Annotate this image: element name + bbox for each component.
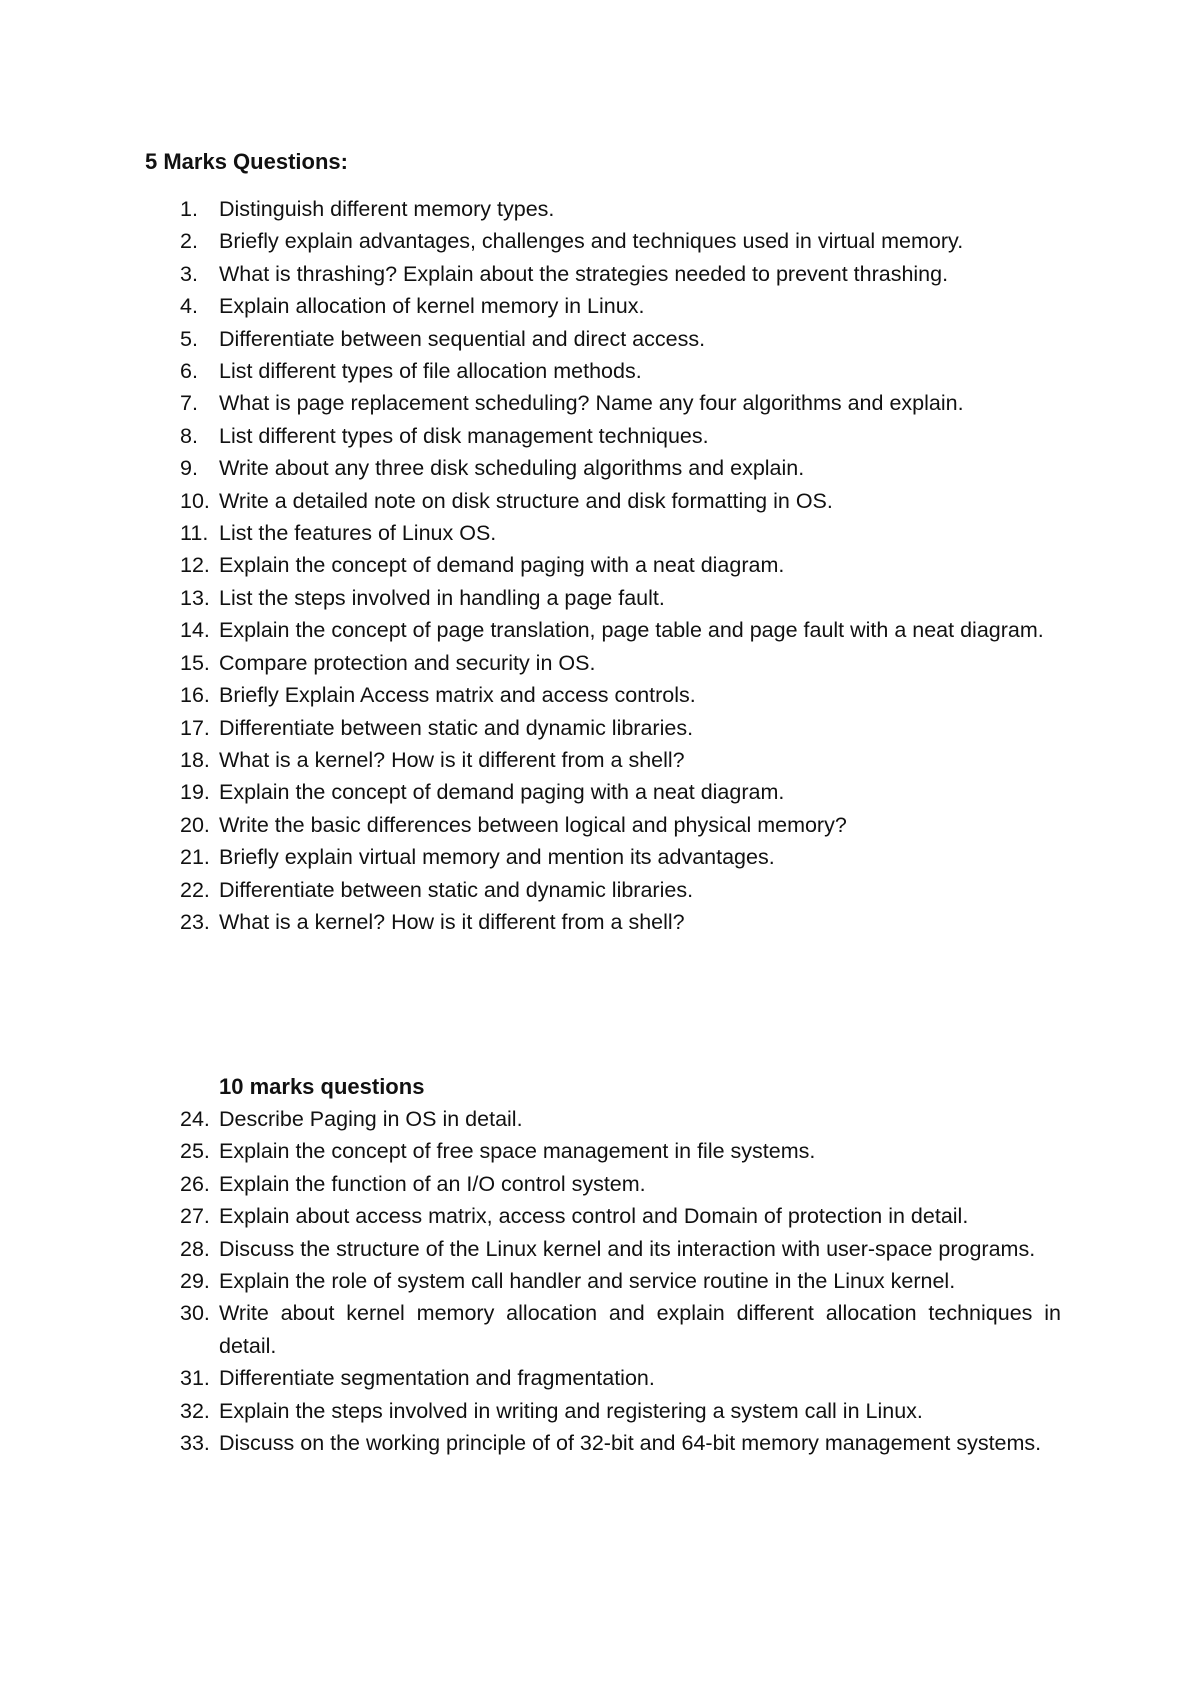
question-number: 29. bbox=[180, 1269, 210, 1294]
question-item bbox=[180, 776, 1061, 808]
question-number: 5. bbox=[180, 326, 198, 351]
question-number: 30. bbox=[180, 1301, 210, 1326]
question-item bbox=[180, 452, 1061, 484]
question-number: 15. bbox=[180, 650, 210, 675]
question-text: Explain the concept of demand paging with a neat diagram. bbox=[219, 553, 785, 578]
question-text: Briefly Explain Access matrix and access controls. bbox=[219, 683, 696, 708]
question-number: 8. bbox=[180, 423, 198, 448]
question-list-5-marks bbox=[180, 193, 1061, 938]
question-item bbox=[180, 1297, 1061, 1362]
question-text: Explain allocation of kernel memory in Linux. bbox=[219, 294, 645, 319]
question-list-10-marks bbox=[180, 1103, 1061, 1459]
question-number: 16. bbox=[180, 683, 210, 708]
section-title-10-marks: 10 marks questions bbox=[219, 1074, 425, 1099]
question-item bbox=[180, 1362, 1061, 1394]
question-number: 1. bbox=[180, 197, 198, 221]
question-item bbox=[180, 809, 1061, 841]
question-text: Explain the concept of demand paging with a neat diagram. bbox=[219, 780, 785, 805]
question-item bbox=[180, 517, 1061, 549]
question-number: 18. bbox=[180, 747, 210, 772]
question-text: Write about kernel memory allocation and explain different allocation techniques in detail. bbox=[219, 1301, 1061, 1358]
question-text: Briefly explain virtual memory and mention its advantages. bbox=[219, 845, 775, 870]
question-text: Differentiate segmentation and fragmentation. bbox=[219, 1366, 655, 1391]
question-text: What is a kernel? How is it different from a shell? bbox=[219, 747, 685, 772]
question-number: 3. bbox=[180, 261, 198, 286]
question-number: 9. bbox=[180, 456, 198, 481]
question-text: Explain the function of an I/O control system. bbox=[219, 1171, 646, 1196]
question-number: 33. bbox=[180, 1431, 210, 1456]
question-number: 26. bbox=[180, 1171, 210, 1196]
question-number: 11. bbox=[180, 521, 209, 546]
question-text: Write about any three disk scheduling algorithms and explain. bbox=[219, 456, 805, 481]
question-number: 6. bbox=[180, 359, 198, 384]
question-item bbox=[180, 258, 1061, 290]
question-text: List different types of file allocation methods. bbox=[219, 359, 642, 384]
question-text: Explain the steps involved in writing and registering a system call in Linux. bbox=[219, 1398, 923, 1423]
question-text: Differentiate between sequential and direct access. bbox=[219, 326, 706, 351]
question-number: 7. bbox=[180, 391, 198, 416]
question-text: Briefly explain advantages, challenges and techniques used in virtual memory. bbox=[219, 229, 964, 254]
question-item bbox=[180, 1103, 1061, 1135]
question-item bbox=[180, 1395, 1061, 1427]
question-item bbox=[180, 841, 1061, 873]
question-item bbox=[180, 647, 1061, 679]
question-text: Describe Paging in OS in detail. bbox=[219, 1107, 523, 1131]
question-item bbox=[180, 1168, 1061, 1200]
question-text: Explain about access matrix, access control and Domain of protection in detail. bbox=[219, 1204, 969, 1229]
question-number: 22. bbox=[180, 877, 210, 902]
question-number: 10. bbox=[180, 488, 210, 513]
question-number: 24. bbox=[180, 1107, 210, 1131]
question-number: 13. bbox=[180, 585, 210, 610]
question-number: 14. bbox=[180, 618, 210, 643]
question-text: Explain the concept of free space management in file systems. bbox=[219, 1139, 816, 1164]
question-number: 31. bbox=[180, 1366, 210, 1391]
question-number: 4. bbox=[180, 294, 198, 319]
question-item bbox=[180, 193, 1061, 225]
question-text: Discuss the structure of the Linux kernel and its interaction with user-space programs. bbox=[219, 1236, 1036, 1261]
question-item bbox=[180, 485, 1061, 517]
question-text: Compare protection and security in OS. bbox=[219, 650, 596, 675]
question-item bbox=[180, 906, 1061, 938]
question-number: 12. bbox=[180, 553, 210, 578]
question-number: 27. bbox=[180, 1204, 210, 1229]
question-number: 28. bbox=[180, 1236, 210, 1261]
question-item bbox=[180, 744, 1061, 776]
question-item bbox=[180, 1200, 1061, 1232]
question-text: Differentiate between static and dynamic libraries. bbox=[219, 877, 694, 902]
question-text: Distinguish different memory types. bbox=[219, 197, 555, 221]
question-item bbox=[180, 1265, 1061, 1297]
question-number: 25. bbox=[180, 1139, 210, 1164]
question-item bbox=[180, 387, 1061, 419]
question-number: 23. bbox=[180, 909, 210, 934]
question-text: List the features of Linux OS. bbox=[219, 521, 497, 546]
question-number: 32. bbox=[180, 1398, 210, 1423]
question-number: 17. bbox=[180, 715, 210, 740]
question-text: Differentiate between static and dynamic libraries. bbox=[219, 715, 694, 740]
question-text: Explain the role of system call handler and service routine in the Linux kernel. bbox=[219, 1269, 956, 1294]
question-item bbox=[180, 1233, 1061, 1265]
question-item bbox=[180, 420, 1061, 452]
question-item bbox=[180, 290, 1061, 322]
question-item bbox=[180, 582, 1061, 614]
question-text: List different types of disk management techniques. bbox=[219, 423, 709, 448]
question-number: 2. bbox=[180, 229, 198, 254]
question-text: Write the basic differences between logical and physical memory? bbox=[219, 812, 847, 837]
question-item bbox=[180, 549, 1061, 581]
question-text: Discuss on the working principle of of 32-bit and 64-bit memory management systems. bbox=[219, 1431, 1042, 1456]
question-text: What is page replacement scheduling? Name any four algorithms and explain. bbox=[219, 391, 964, 416]
question-number: 21. bbox=[180, 845, 210, 870]
question-text: What is thrashing? Explain about the strategies needed to prevent thrashing. bbox=[219, 261, 949, 286]
question-text: Explain the concept of page translation, page table and page fault with a neat diagram. bbox=[219, 618, 1044, 643]
question-item bbox=[180, 323, 1061, 355]
section-title-5-marks: 5 Marks Questions: bbox=[145, 149, 348, 174]
question-text: What is a kernel? How is it different from a shell? bbox=[219, 909, 685, 934]
question-item bbox=[180, 355, 1061, 387]
question-number: 19. bbox=[180, 780, 210, 805]
question-item bbox=[180, 1427, 1061, 1459]
question-item bbox=[180, 679, 1061, 711]
question-text: List the steps involved in handling a page fault. bbox=[219, 585, 665, 610]
question-text: Write a detailed note on disk structure and disk formatting in OS. bbox=[219, 488, 833, 513]
question-number: 20. bbox=[180, 812, 210, 837]
question-item bbox=[180, 1135, 1061, 1167]
question-item bbox=[180, 225, 1061, 257]
question-item bbox=[180, 712, 1061, 744]
question-item bbox=[180, 614, 1061, 646]
question-item bbox=[180, 874, 1061, 906]
